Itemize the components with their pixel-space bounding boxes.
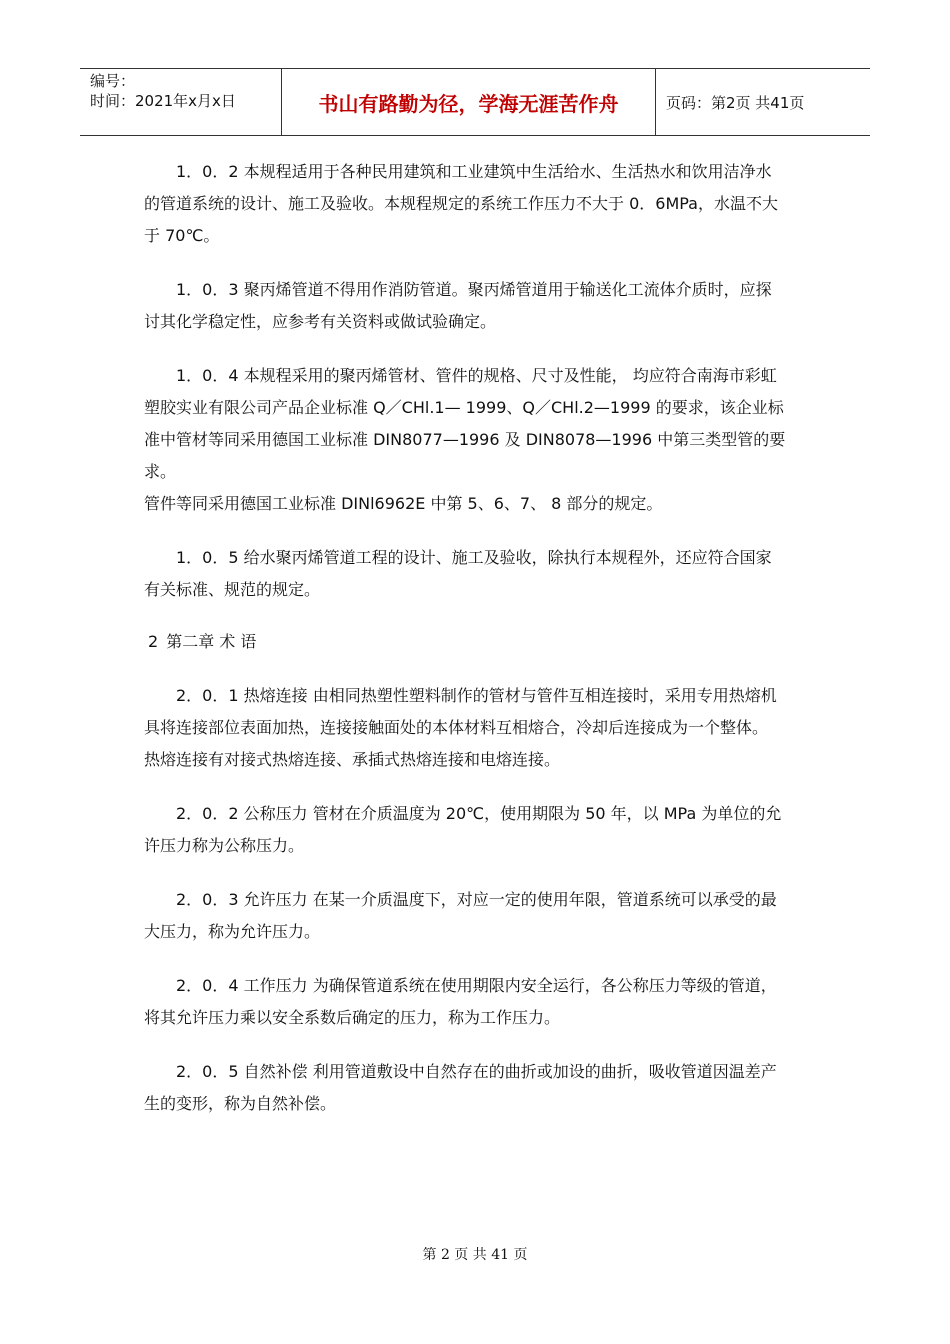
clause-1-0-4	[144, 360, 814, 520]
paragraph-line: 1．0．3 聚丙烯管道不得用作消防管道。聚丙烯管道用于输送化工流体介质时，应探	[176, 280, 772, 299]
chapter-number: 2	[148, 632, 159, 651]
header-motto: 书山有路勤为径，学海无涯苦作舟	[282, 69, 656, 135]
clause-1-0-2	[144, 156, 814, 252]
term-2-0-5	[144, 1056, 814, 1120]
paragraph-line: 有关标准、规范的规定。	[144, 580, 321, 599]
paragraph-line: 2．0．3 允许压力 在某一介质温度下，对应一定的使用年限，管道系统可以承受的最	[176, 890, 777, 909]
paragraph-line: 塑胶实业有限公司产品企业标准 Q／CHl.1— 1999、Q／CHl.2—1999 的要求，该企业标	[144, 398, 784, 417]
paragraph-line: 2．0．5 自然补偿 利用管道敷设中自然存在的曲折或加设的曲折，吸收管道因温差产	[176, 1062, 777, 1081]
paragraph-line: 2．0．2 公称压力 管材在介质温度为 20℃，使用期限为 50 年，以 MPa 为单位的允	[176, 804, 782, 823]
clause-1-0-5	[144, 542, 814, 606]
paragraph-line: 准中管材等同采用德国工业标准 DIN8077—1996 及 DIN8078—1996 中第三类型管的要求。	[144, 430, 786, 481]
paragraph-line: 讨其化学稳定性，应参考有关资料或做试验确定。	[144, 312, 497, 331]
term-2-0-4	[144, 970, 814, 1034]
page-footer: 第 2 页 共 41 页	[422, 1247, 528, 1263]
paragraph-line: 管件等同采用德国工业标准 DINl6962E 中第 5、6、7、 8 部分的规定。	[144, 494, 663, 513]
paragraph-line: 大压力，称为允许压力。	[144, 922, 321, 941]
document-body	[144, 156, 814, 1120]
paragraph-line: 2．0．4 工作压力 为确保管道系统在使用期限内安全运行，各公称压力等级的管道，	[176, 976, 777, 995]
header-page-info: 页码：第2页 共41页	[666, 93, 805, 112]
clause-1-0-3	[144, 274, 814, 338]
paragraph-line: 的管道系统的设计、施工及验收。本规程规定的系统工作压力不大于 0．6MPa，水温不大	[144, 194, 778, 213]
chapter-title: 第二章 术 语	[166, 632, 257, 651]
term-2-0-1	[144, 680, 814, 776]
paragraph-line: 2．0．1 热熔连接 由相同热塑性塑料制作的管材与管件互相连接时，采用专用热熔机	[176, 686, 777, 705]
term-2-0-2	[144, 798, 814, 862]
document-number-label: 编号：	[90, 72, 136, 90]
paragraph-line: 将其允许压力乘以安全系数后确定的压力，称为工作压力。	[144, 1008, 561, 1027]
header-meta	[80, 69, 282, 135]
paragraph-line: 生的变形，称为自然补偿。	[144, 1094, 337, 1113]
page-header	[80, 68, 870, 136]
chapter-heading	[148, 626, 814, 658]
paragraph-line: 1．0．5 给水聚丙烯管道工程的设计、施工及验收，除执行本规程外，还应符合国家	[176, 548, 772, 567]
paragraph-line: 于 70℃。	[144, 226, 220, 245]
document-date: 时间：2021年x月x日	[90, 92, 236, 110]
paragraph-line: 热熔连接有对接式热熔连接、承插式热熔连接和电熔连接。	[144, 750, 561, 769]
paragraph-line: 具将连接部位表面加热，连接接触面处的本体材料互相熔合，冷却后连接成为一个整体。	[144, 718, 769, 737]
paragraph-line: 许压力称为公称压力。	[144, 836, 305, 855]
paragraph-line: 1．0．2 本规程适用于各种民用建筑和工业建筑中生活给水、生活热水和饮用洁净水	[176, 162, 772, 181]
term-2-0-3	[144, 884, 814, 948]
paragraph-line: 1．0．4 本规程采用的聚丙烯管材、管件的规格、尺寸及性能， 均应符合南海市彩虹	[176, 366, 777, 385]
